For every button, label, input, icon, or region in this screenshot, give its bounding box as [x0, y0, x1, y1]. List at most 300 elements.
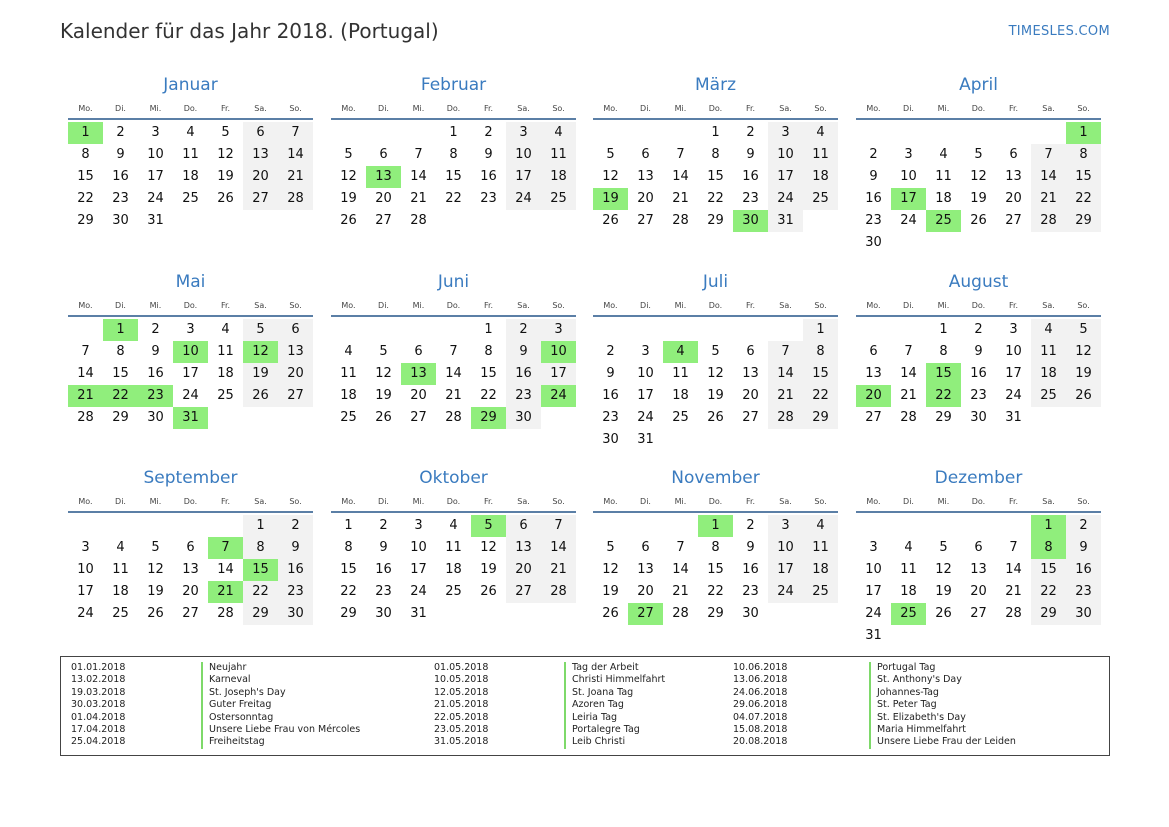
day-cell: 11: [672, 366, 689, 381]
legend-dates: [733, 662, 787, 749]
day-cell: 19: [707, 388, 724, 403]
month-name: Februar: [420, 75, 487, 95]
day-cell: 20: [637, 584, 654, 599]
weekday-label: Sa.: [517, 497, 530, 506]
day-cell: 5: [221, 125, 230, 140]
legend-holiday-name: Leiria Tag: [564, 712, 665, 724]
day-cell: 23: [742, 191, 759, 206]
weekday-header: [331, 99, 576, 118]
day-cell: 10: [637, 366, 654, 381]
holiday-day: 13: [401, 363, 436, 385]
weekday-header: [331, 296, 576, 315]
day-cell: 22: [445, 191, 462, 206]
day-cell: 29: [243, 603, 278, 625]
holiday-day: 31: [173, 407, 208, 429]
day-cell: 24: [1005, 388, 1022, 403]
day-cell: 8: [803, 341, 838, 363]
legend-holiday-name: Freiheitstag: [201, 736, 360, 748]
weekday-label: So.: [289, 104, 302, 113]
empty-cell: [366, 122, 401, 144]
legend-holiday-name: Ostersonntag: [201, 712, 360, 724]
day-cell: 20: [970, 584, 987, 599]
day-cell: 16: [147, 366, 164, 381]
weekday-label: Di.: [378, 104, 389, 113]
legend-holiday-name: Tag der Arbeit: [564, 662, 665, 674]
day-cell: 18: [900, 584, 917, 599]
empty-cell: [436, 319, 471, 341]
day-cell: 21: [445, 388, 462, 403]
day-cell: 15: [340, 562, 357, 577]
day-cell: 23: [865, 213, 882, 228]
holiday-day: 15: [243, 559, 278, 581]
day-cell: 6: [414, 344, 423, 359]
weekday-label: Mi.: [674, 497, 687, 506]
day-cell: 25: [182, 191, 199, 206]
legend-date: 10.05.2018: [434, 674, 489, 686]
weekday-label: Fr.: [745, 497, 756, 506]
empty-cell: [593, 319, 628, 341]
day-cell: 12: [970, 169, 987, 184]
day-cell: 14: [217, 562, 234, 577]
day-cell: 16: [506, 363, 541, 385]
day-cell: 1: [939, 322, 948, 337]
day-cell: 27: [1005, 213, 1022, 228]
day-cell: 17: [865, 584, 882, 599]
day-cell: 24: [506, 188, 541, 210]
weekday-label: Mo.: [78, 104, 93, 113]
day-cell: 7: [81, 344, 90, 359]
day-cell: 7: [278, 122, 313, 144]
empty-cell: [628, 515, 663, 537]
weekday-header: [68, 492, 313, 511]
day-cell: 19: [375, 388, 392, 403]
header-divider: [68, 118, 313, 120]
day-cell: 10: [506, 144, 541, 166]
empty-cell: [926, 515, 961, 537]
day-cell: 16: [112, 169, 129, 184]
weekday-label: Do.: [971, 104, 986, 113]
day-cell: 11: [541, 144, 576, 166]
empty-cell: [856, 515, 891, 537]
day-cell: 16: [480, 169, 497, 184]
weekday-label: Mi.: [149, 301, 162, 310]
day-cell: 12: [1066, 341, 1101, 363]
holiday-day: 20: [856, 385, 891, 407]
empty-cell: [1031, 122, 1066, 144]
weekday-label: Mo.: [341, 497, 356, 506]
day-cell: 27: [970, 606, 987, 621]
day-cell: 27: [637, 213, 654, 228]
day-cell: 26: [602, 213, 619, 228]
day-cell: 22: [243, 581, 278, 603]
month-november: [593, 466, 838, 625]
day-cell: 24: [865, 606, 882, 621]
weekday-label: Do.: [183, 104, 198, 113]
day-cell: 26: [243, 385, 278, 407]
day-cell: 9: [116, 147, 125, 162]
day-cell: 20: [182, 584, 199, 599]
weekday-label: Mi.: [674, 104, 687, 113]
day-cell: 3: [869, 540, 878, 555]
day-cell: 9: [746, 540, 755, 555]
day-cell: 19: [1066, 363, 1101, 385]
day-grid: [593, 319, 838, 451]
weekday-label: Sa.: [779, 301, 792, 310]
day-grid: [331, 515, 576, 625]
legend-date: 13.02.2018: [71, 674, 126, 686]
holiday-day: 1: [698, 515, 733, 537]
day-cell: 6: [379, 147, 388, 162]
weekday-label: Sa.: [517, 301, 530, 310]
day-cell: 8: [711, 147, 720, 162]
weekday-label: Mi.: [937, 104, 950, 113]
day-cell: 6: [1009, 147, 1018, 162]
day-cell: 9: [506, 341, 541, 363]
legend-holiday-name: Christi Himmelfahrt: [564, 674, 665, 686]
day-cell: 6: [506, 515, 541, 537]
day-cell: 5: [151, 540, 160, 555]
month-juli: [593, 270, 838, 451]
weekday-label: Mi.: [149, 104, 162, 113]
day-cell: 5: [344, 147, 353, 162]
month-name: März: [695, 75, 736, 95]
day-cell: 15: [707, 169, 724, 184]
day-cell: 19: [480, 562, 497, 577]
weekday-label: Mo.: [341, 104, 356, 113]
day-cell: 5: [243, 319, 278, 341]
weekday-label: Di.: [903, 301, 914, 310]
day-cell: 3: [904, 147, 913, 162]
holiday-day: 24: [541, 385, 576, 407]
legend-date: 13.06.2018: [733, 674, 788, 686]
day-cell: 13: [243, 144, 278, 166]
day-cell: 30: [506, 407, 541, 429]
month-februar: [331, 73, 576, 232]
day-cell: 18: [112, 584, 129, 599]
day-cell: 22: [77, 191, 94, 206]
day-cell: 26: [340, 213, 357, 228]
day-cell: 11: [803, 144, 838, 166]
holiday-day: 17: [891, 188, 926, 210]
weekday-label: Mi.: [937, 497, 950, 506]
day-cell: 11: [112, 562, 129, 577]
day-grid: [331, 122, 576, 232]
weekday-label: Mo.: [603, 497, 618, 506]
day-cell: 24: [147, 191, 164, 206]
empty-cell: [103, 515, 138, 537]
weekday-label: Mo.: [603, 104, 618, 113]
day-cell: 4: [221, 322, 230, 337]
month-januar: [68, 73, 313, 232]
header-divider: [331, 511, 576, 513]
day-cell: 2: [278, 515, 313, 537]
day-cell: 6: [278, 319, 313, 341]
day-cell: 15: [112, 366, 129, 381]
day-cell: 25: [1031, 385, 1066, 407]
day-cell: 12: [340, 169, 357, 184]
day-cell: 21: [672, 191, 689, 206]
weekday-label: Sa.: [1042, 301, 1055, 310]
holiday-day: 25: [926, 210, 961, 232]
day-cell: 20: [1005, 191, 1022, 206]
day-cell: 13: [506, 537, 541, 559]
header-divider: [593, 315, 838, 317]
weekday-label: Fr.: [745, 104, 756, 113]
day-cell: 8: [484, 344, 493, 359]
weekday-label: Do.: [446, 301, 461, 310]
empty-cell: [331, 319, 366, 341]
day-cell: 12: [707, 366, 724, 381]
weekday-label: So.: [552, 104, 565, 113]
day-cell: 7: [541, 515, 576, 537]
weekday-label: Di.: [640, 104, 651, 113]
day-cell: 1: [803, 319, 838, 341]
legend-date: 17.04.2018: [71, 723, 126, 735]
legend-dates: [434, 662, 488, 749]
day-cell: 14: [445, 366, 462, 381]
header-divider: [331, 118, 576, 120]
day-cell: 28: [410, 213, 427, 228]
empty-cell: [628, 122, 663, 144]
day-cell: 2: [746, 518, 755, 533]
day-cell: 14: [410, 169, 427, 184]
day-cell: 4: [939, 147, 948, 162]
weekday-label: Fr.: [1008, 104, 1019, 113]
day-cell: 29: [935, 410, 952, 425]
weekday-header: [68, 99, 313, 118]
day-cell: 28: [1031, 210, 1066, 232]
weekday-header: [593, 99, 838, 118]
site-link[interactable]: TIMESLES.COM: [1008, 24, 1110, 39]
day-cell: 13: [865, 366, 882, 381]
legend-holiday-name: Portalegre Tag: [564, 724, 665, 736]
empty-cell: [768, 319, 803, 341]
day-cell: 7: [1009, 540, 1018, 555]
day-cell: 25: [340, 410, 357, 425]
legend-date: 15.08.2018: [733, 723, 788, 735]
day-cell: 3: [641, 344, 650, 359]
weekday-label: Mo.: [78, 497, 93, 506]
header-divider: [593, 118, 838, 120]
legend-date: 24.06.2018: [733, 686, 788, 698]
weekday-header: [856, 492, 1101, 511]
legend-date: 25.04.2018: [71, 736, 126, 748]
day-cell: 23: [480, 191, 497, 206]
day-cell: 9: [746, 147, 755, 162]
legend-holiday-name: Maria Himmelfahrt: [869, 724, 1016, 736]
day-cell: 25: [217, 388, 234, 403]
weekday-label: Do.: [183, 301, 198, 310]
day-cell: 22: [1066, 188, 1101, 210]
holiday-day: 10: [541, 341, 576, 363]
month-juni: [331, 270, 576, 429]
holiday-day: 22: [103, 385, 138, 407]
day-cell: 25: [112, 606, 129, 621]
day-grid: [593, 122, 838, 232]
day-cell: 10: [900, 169, 917, 184]
day-cell: 28: [77, 410, 94, 425]
empty-cell: [698, 319, 733, 341]
legend-holiday-name: Unsere Liebe Frau von Mércoles: [201, 724, 360, 736]
day-cell: 15: [1031, 559, 1066, 581]
legend-holiday-name: Unsere Liebe Frau der Leiden: [869, 736, 1016, 748]
holiday-day: 1: [103, 319, 138, 341]
weekday-label: Fr.: [483, 301, 494, 310]
legend-date: 01.01.2018: [71, 662, 126, 673]
day-cell: 30: [602, 432, 619, 447]
day-cell: 27: [243, 188, 278, 210]
day-cell: 26: [970, 213, 987, 228]
day-cell: 3: [81, 540, 90, 555]
weekday-label: Di.: [378, 497, 389, 506]
month-april: [856, 73, 1101, 254]
day-cell: 11: [803, 537, 838, 559]
weekday-label: Mo.: [341, 301, 356, 310]
weekday-label: Do.: [708, 301, 723, 310]
day-grid: [331, 319, 576, 429]
day-cell: 9: [869, 169, 878, 184]
day-cell: 10: [768, 144, 803, 166]
day-cell: 21: [541, 559, 576, 581]
day-cell: 16: [602, 388, 619, 403]
header-divider: [331, 315, 576, 317]
day-cell: 9: [974, 344, 983, 359]
empty-cell: [996, 122, 1031, 144]
day-cell: 13: [742, 366, 759, 381]
weekday-label: Do.: [183, 497, 198, 506]
day-cell: 29: [803, 407, 838, 429]
weekday-label: Di.: [640, 301, 651, 310]
weekday-label: Mi.: [412, 497, 425, 506]
weekday-label: Mi.: [412, 104, 425, 113]
weekday-label: Mo.: [866, 301, 881, 310]
day-cell: 11: [445, 540, 462, 555]
day-cell: 31: [768, 210, 803, 232]
weekday-label: Sa.: [254, 497, 267, 506]
weekday-label: So.: [289, 301, 302, 310]
day-cell: 25: [803, 581, 838, 603]
day-cell: 11: [182, 147, 199, 162]
day-cell: 14: [541, 537, 576, 559]
weekday-label: Fr.: [220, 104, 231, 113]
weekday-label: Fr.: [745, 301, 756, 310]
day-cell: 14: [1005, 562, 1022, 577]
day-cell: 17: [506, 166, 541, 188]
day-cell: 23: [112, 191, 129, 206]
day-cell: 2: [379, 518, 388, 533]
day-cell: 1: [344, 518, 353, 533]
day-cell: 25: [445, 584, 462, 599]
weekday-label: Mo.: [78, 301, 93, 310]
empty-cell: [68, 515, 103, 537]
day-cell: 17: [410, 562, 427, 577]
day-cell: 9: [484, 147, 493, 162]
empty-cell: [208, 515, 243, 537]
empty-cell: [856, 122, 891, 144]
day-cell: 15: [803, 363, 838, 385]
day-cell: 27: [182, 606, 199, 621]
day-cell: 18: [182, 169, 199, 184]
day-cell: 29: [1031, 603, 1066, 625]
weekday-label: So.: [1077, 104, 1090, 113]
day-cell: 5: [1066, 319, 1101, 341]
weekday-label: Fr.: [220, 497, 231, 506]
weekday-label: Fr.: [1008, 301, 1019, 310]
holiday-day: 8: [1031, 537, 1066, 559]
month-august: [856, 270, 1101, 429]
day-cell: 9: [151, 344, 160, 359]
day-cell: 21: [768, 385, 803, 407]
empty-cell: [996, 515, 1031, 537]
weekday-header: [68, 296, 313, 315]
weekday-label: Mi.: [937, 301, 950, 310]
day-cell: 29: [77, 213, 94, 228]
weekday-label: So.: [814, 104, 827, 113]
day-cell: 23: [278, 581, 313, 603]
day-cell: 5: [711, 344, 720, 359]
weekday-label: Sa.: [254, 301, 267, 310]
day-cell: 5: [379, 344, 388, 359]
month-name: Mai: [175, 272, 206, 292]
weekday-label: So.: [814, 497, 827, 506]
day-cell: 27: [278, 385, 313, 407]
day-cell: 16: [375, 562, 392, 577]
day-cell: 2: [869, 147, 878, 162]
weekday-label: So.: [1077, 301, 1090, 310]
day-cell: 19: [217, 169, 234, 184]
day-cell: 13: [278, 341, 313, 363]
day-cell: 24: [77, 606, 94, 621]
legend-dates: [71, 662, 125, 749]
month-name: Juni: [437, 272, 470, 292]
day-cell: 4: [803, 515, 838, 537]
day-cell: 3: [414, 518, 423, 533]
day-cell: 22: [707, 584, 724, 599]
legend-holiday-name: Leib Christi: [564, 736, 665, 748]
empty-cell: [401, 319, 436, 341]
month-name: Januar: [163, 75, 218, 95]
day-cell: 17: [768, 166, 803, 188]
day-cell: 21: [1005, 584, 1022, 599]
legend-holiday-name: Johannes-Tag: [869, 687, 1016, 699]
empty-cell: [331, 122, 366, 144]
day-cell: 17: [77, 584, 94, 599]
day-cell: 29: [707, 606, 724, 621]
legend-date: 20.08.2018: [733, 736, 788, 748]
holiday-day: 23: [138, 385, 173, 407]
empty-cell: [891, 122, 926, 144]
header-divider: [856, 315, 1101, 317]
weekday-label: Sa.: [254, 104, 267, 113]
day-cell: 18: [672, 388, 689, 403]
day-cell: 6: [186, 540, 195, 555]
day-cell: 26: [480, 584, 497, 599]
day-cell: 29: [112, 410, 129, 425]
weekday-label: Mo.: [866, 497, 881, 506]
weekday-label: Do.: [708, 497, 723, 506]
day-cell: 8: [939, 344, 948, 359]
holiday-day: 13: [366, 166, 401, 188]
weekday-label: Fr.: [483, 497, 494, 506]
holiday-day: 25: [891, 603, 926, 625]
day-cell: 12: [217, 147, 234, 162]
day-cell: 15: [77, 169, 94, 184]
holiday-day: 21: [68, 385, 103, 407]
empty-cell: [663, 122, 698, 144]
day-cell: 28: [217, 606, 234, 621]
holiday-day: 7: [208, 537, 243, 559]
weekday-header: [856, 296, 1101, 315]
